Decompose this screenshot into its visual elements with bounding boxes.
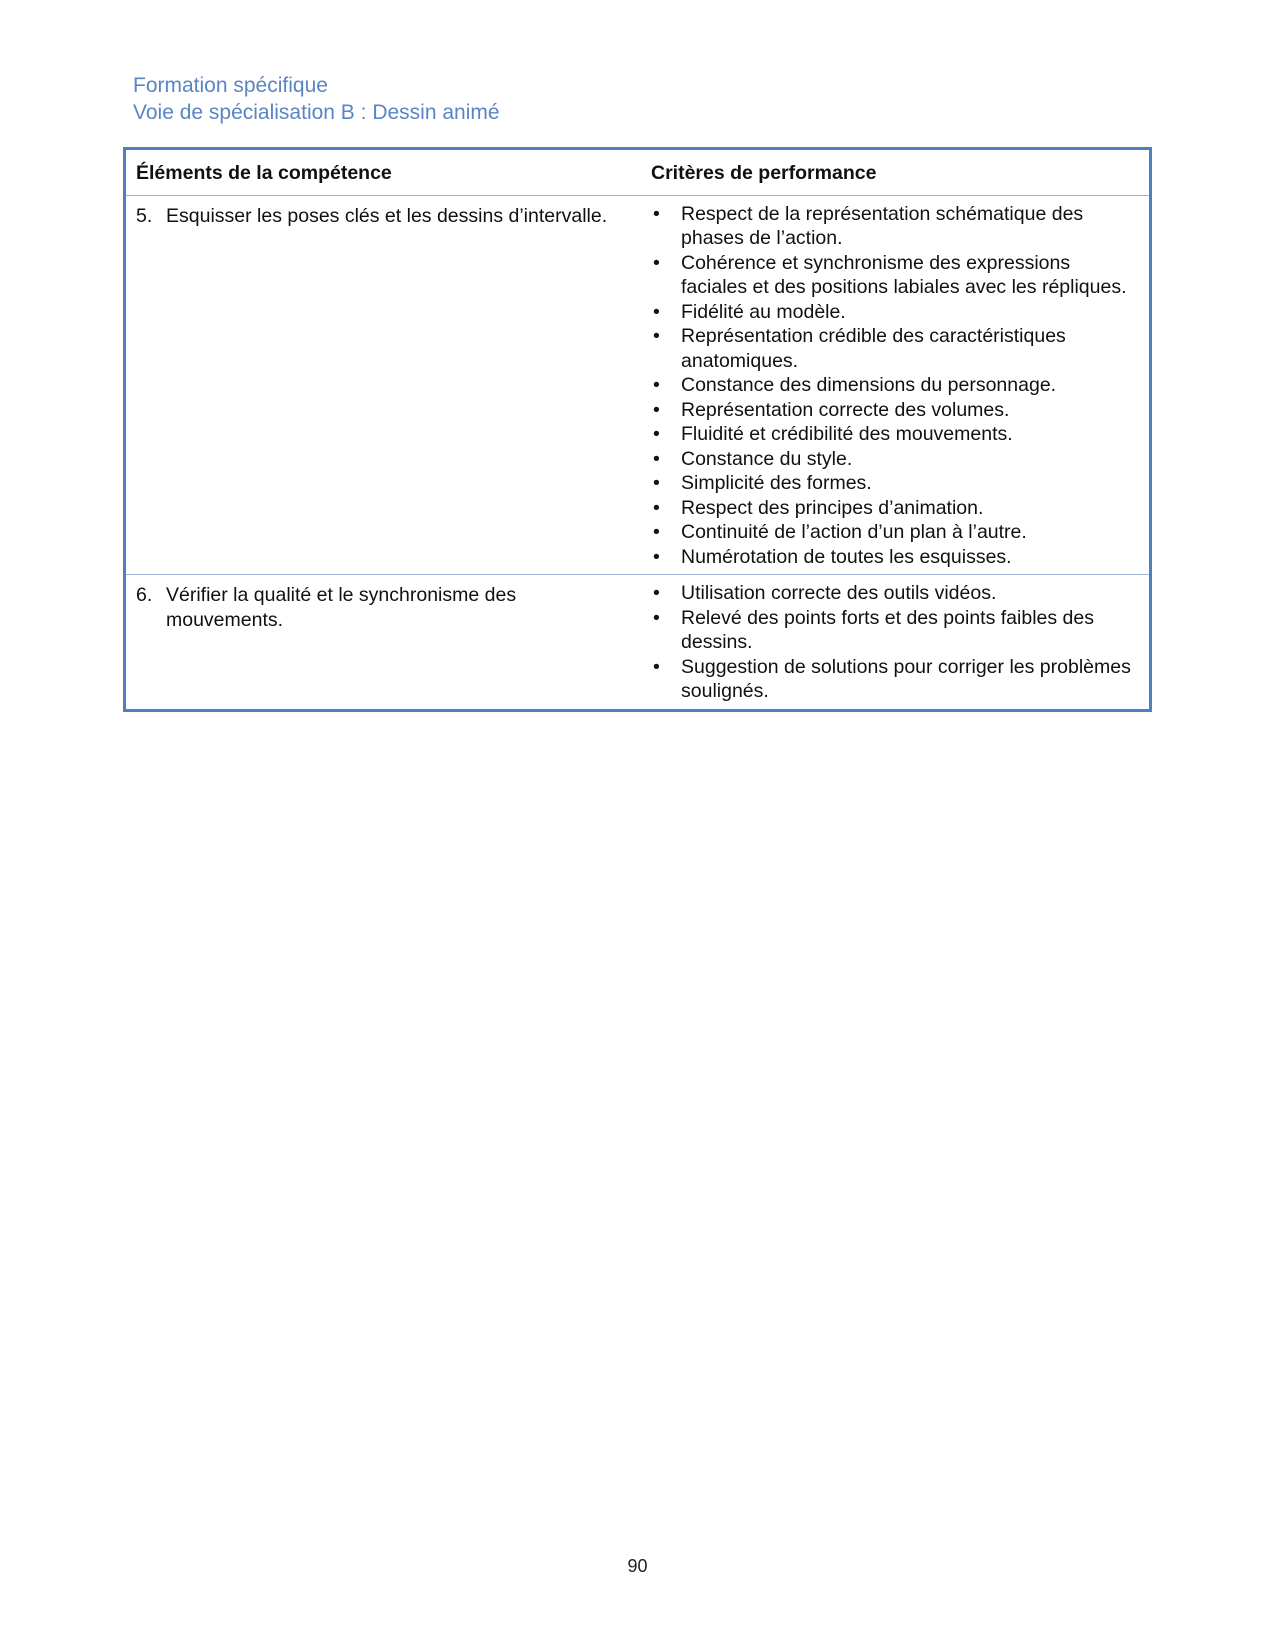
list-item (651, 520, 1139, 545)
criteria-cell (641, 575, 1151, 711)
header-title: Formation spécifique (133, 74, 328, 97)
bullet-icon: • (653, 325, 660, 347)
bullet-icon: • (653, 606, 660, 629)
table-header-row (125, 149, 1151, 196)
criterion-text: Fidélité au modèle. (681, 300, 846, 323)
list-item (651, 300, 1139, 325)
element-number: 6. (136, 584, 153, 606)
criteria-list (651, 202, 1139, 570)
bullet-icon: • (653, 374, 660, 396)
element-text: Vérifier la qualité et le synchronisme des mouvements. (166, 584, 517, 631)
criterion-text: Respect de la représentation schématique des phases de l’action. (681, 202, 1084, 249)
criterion-text: Représentation crédible des caractéristiques anatomiques. (681, 325, 1066, 372)
criterion-text: Fluidité et crédibilité des mouvements. (681, 423, 1013, 445)
bullet-icon: • (653, 521, 660, 543)
criterion-text: Respect des principes d’animation. (681, 496, 984, 519)
criterion-text: Simplicité des formes. (681, 472, 872, 494)
bullet-icon: • (653, 472, 660, 494)
criterion-text: Constance du style. (681, 447, 853, 470)
criteria-list (651, 581, 1139, 704)
list-item (651, 202, 1139, 251)
list-item (651, 422, 1139, 447)
element-number: 5. (136, 204, 153, 227)
list-item (651, 545, 1139, 570)
criterion-text: Numérotation de toutes les esquisses. (681, 545, 1012, 568)
page-number: 90 (627, 1556, 648, 1576)
bullet-icon: • (653, 655, 660, 678)
list-item (651, 496, 1139, 521)
list-item (651, 251, 1139, 300)
bullet-icon: • (653, 582, 660, 604)
bullet-icon: • (653, 398, 660, 421)
criteria-cell (641, 195, 1151, 575)
page-header (133, 72, 500, 126)
list-item (651, 606, 1139, 655)
competence-table (123, 147, 1152, 712)
header-subtitle: Voie de spécialisation B : Dessin animé (133, 101, 500, 124)
element-item (136, 202, 631, 229)
bullet-icon: • (653, 496, 660, 519)
list-item (651, 581, 1139, 606)
bullet-icon: • (653, 202, 660, 225)
element-item (136, 581, 631, 632)
element-text: Esquisser les poses clés et les dessins d’intervalle. (166, 204, 608, 227)
criterion-text: Cohérence et synchronisme des expressions faciales et des positions labiales avec les répliques. (681, 251, 1127, 298)
list-item (651, 373, 1139, 398)
bullet-icon: • (653, 447, 660, 470)
bullet-icon: • (653, 251, 660, 274)
element-cell (125, 195, 642, 575)
list-item (651, 655, 1139, 704)
column-header-elements: Éléments de la compétence (125, 149, 642, 196)
list-item (651, 398, 1139, 423)
table-row (125, 195, 1151, 575)
criterion-text: Suggestion de solutions pour corriger les problèmes soulignés. (681, 655, 1131, 702)
list-item (651, 447, 1139, 472)
list-item (651, 324, 1139, 373)
criterion-text: Représentation correcte des volumes. (681, 398, 1010, 421)
bullet-icon: • (653, 545, 660, 568)
column-header-criteria: Critères de performance (641, 149, 1151, 196)
table-row (125, 575, 1151, 711)
element-cell (125, 575, 642, 711)
list-item (651, 471, 1139, 496)
criterion-text: Constance des dimensions du personnage. (681, 374, 1057, 396)
criterion-text: Continuité de l’action d’un plan à l’autre. (681, 521, 1027, 543)
criterion-text: Relevé des points forts et des points faibles des dessins. (681, 606, 1094, 653)
bullet-icon: • (653, 300, 660, 323)
bullet-icon: • (653, 423, 660, 445)
criterion-text: Utilisation correcte des outils vidéos. (681, 582, 997, 604)
